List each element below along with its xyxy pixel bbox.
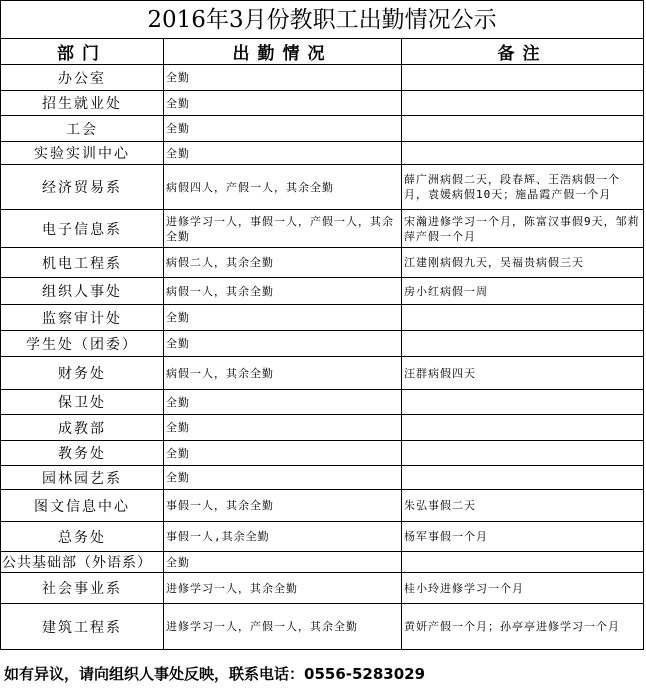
table-row xyxy=(1,142,644,165)
remarks-cell: 汪群病假四天 xyxy=(402,357,644,390)
table-row xyxy=(1,65,644,91)
remarks-cell: 薛广洲病假二天，段春辉、王浩病假一个月，袁媛病假10天；施晶霞产假一个月 xyxy=(402,165,644,210)
column-header-attendance: 出勤情况 xyxy=(164,39,402,65)
dept-cell: 社会事业系 xyxy=(1,573,164,604)
remarks-cell xyxy=(402,142,644,165)
attendance-cell: 病假二人，其余全勤 xyxy=(164,248,402,278)
attendance-cell: 全勤 xyxy=(164,91,402,116)
attendance-cell: 事假一人，其余全勤 xyxy=(164,490,402,522)
dept-cell: 经济贸易系 xyxy=(1,165,164,210)
remarks-cell xyxy=(402,305,644,331)
table-row xyxy=(1,415,644,441)
dept-cell: 工会 xyxy=(1,116,164,142)
page-title: 2016年3月份教职工出勤情况公示 xyxy=(0,0,644,39)
table-row xyxy=(1,390,644,415)
remarks-cell: 宋瀚进修学习一个月，陈富汉事假9天，邹莉萍产假一个月 xyxy=(402,210,644,248)
table-row xyxy=(1,441,644,466)
dept-cell: 办公室 xyxy=(1,65,164,91)
dept-cell: 成教部 xyxy=(1,415,164,441)
attendance-cell: 进修学习一人，其余全勤 xyxy=(164,573,402,604)
attendance-cell: 进修学习一人，产假一人，其余全勤 xyxy=(164,604,402,650)
table-row xyxy=(1,357,644,390)
attendance-cell: 全勤 xyxy=(164,552,402,573)
column-header-remarks: 备注 xyxy=(402,39,644,65)
contact-footer: 如有异议，请向组织人事处反映，联系电话：0556-5283029 xyxy=(4,665,426,683)
attendance-cell: 全勤 xyxy=(164,142,402,165)
remarks-cell: 杨军事假一个月 xyxy=(402,522,644,552)
attendance-cell: 病假四人，产假一人，其余全勤 xyxy=(164,165,402,210)
attendance-cell: 事假一人,其余全勤 xyxy=(164,522,402,552)
dept-cell: 组织人事处 xyxy=(1,278,164,305)
table-row xyxy=(1,331,644,357)
dept-cell: 总务处 xyxy=(1,522,164,552)
attendance-cell: 全勤 xyxy=(164,305,402,331)
attendance-cell: 进修学习一人，事假一人，产假一人，其余全勤 xyxy=(164,210,402,248)
dept-cell: 公共基础部（外语系） xyxy=(1,552,164,573)
table-row xyxy=(1,210,644,248)
remarks-cell xyxy=(402,552,644,573)
dept-cell: 财务处 xyxy=(1,357,164,390)
table-row xyxy=(1,116,644,142)
dept-cell: 保卫处 xyxy=(1,390,164,415)
table-row xyxy=(1,552,644,573)
dept-cell: 监察审计处 xyxy=(1,305,164,331)
remarks-cell xyxy=(402,441,644,466)
remarks-cell: 黄妍产假一个月；孙亭亭进修学习一个月 xyxy=(402,604,644,650)
table-row xyxy=(1,466,644,490)
remarks-cell xyxy=(402,466,644,490)
remarks-cell: 朱弘事假二天 xyxy=(402,490,644,522)
remarks-cell xyxy=(402,116,644,142)
attendance-cell: 全勤 xyxy=(164,331,402,357)
header-row xyxy=(1,39,644,65)
remarks-cell: 房小红病假一周 xyxy=(402,278,644,305)
table-row xyxy=(1,278,644,305)
remarks-cell: 江建刚病假九天，吴福贵病假三天 xyxy=(402,248,644,278)
dept-cell: 实验实训中心 xyxy=(1,142,164,165)
attendance-cell: 全勤 xyxy=(164,441,402,466)
dept-cell: 电子信息系 xyxy=(1,210,164,248)
attendance-cell: 全勤 xyxy=(164,390,402,415)
column-header-dept: 部门 xyxy=(1,39,164,65)
dept-cell: 园林园艺系 xyxy=(1,466,164,490)
table-row xyxy=(1,490,644,522)
attendance-cell: 全勤 xyxy=(164,415,402,441)
table-row xyxy=(1,522,644,552)
attendance-table xyxy=(0,38,644,650)
table-row xyxy=(1,248,644,278)
remarks-cell: 桂小玲进修学习一个月 xyxy=(402,573,644,604)
dept-cell: 学生处（团委） xyxy=(1,331,164,357)
table-row xyxy=(1,573,644,604)
attendance-cell: 全勤 xyxy=(164,466,402,490)
dept-cell: 建筑工程系 xyxy=(1,604,164,650)
attendance-cell: 病假一人，其余全勤 xyxy=(164,278,402,305)
attendance-cell: 病假一人，其余全勤 xyxy=(164,357,402,390)
remarks-cell xyxy=(402,65,644,91)
dept-cell: 招生就业处 xyxy=(1,91,164,116)
dept-cell: 机电工程系 xyxy=(1,248,164,278)
table-row xyxy=(1,305,644,331)
remarks-cell xyxy=(402,91,644,116)
table-row xyxy=(1,604,644,650)
remarks-cell xyxy=(402,331,644,357)
table-row xyxy=(1,165,644,210)
attendance-cell: 全勤 xyxy=(164,65,402,91)
table-row xyxy=(1,91,644,116)
dept-cell: 图文信息中心 xyxy=(1,490,164,522)
remarks-cell xyxy=(402,390,644,415)
dept-cell: 教务处 xyxy=(1,441,164,466)
attendance-cell: 全勤 xyxy=(164,116,402,142)
remarks-cell xyxy=(402,415,644,441)
